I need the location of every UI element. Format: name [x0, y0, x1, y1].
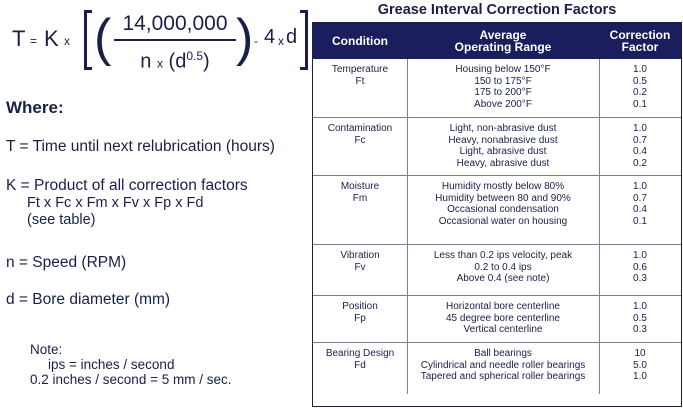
condition-cell-line: Fp: [354, 312, 366, 324]
correction-factor-cell-line: 0.4: [633, 204, 647, 215]
condition-cell: [313, 181, 407, 204]
correction-factor-cell-line: 10: [634, 348, 646, 359]
table-row: [313, 117, 681, 175]
formula-equals: =: [30, 34, 38, 48]
condition-cell-line: Position: [342, 301, 378, 312]
correction-factor-cell-line: 0.7: [633, 134, 647, 146]
table-row: [313, 175, 681, 244]
formula-k: K: [44, 26, 59, 51]
table-row: [313, 342, 681, 394]
condition-cell-line: Temperature: [331, 64, 389, 75]
condition-cell-line: Fm: [352, 192, 368, 204]
operating-range-cell: [407, 181, 599, 227]
correction-factor-cell-line: 1.0: [633, 123, 647, 134]
operating-range-cell-line: 0.2 to 0.4 ips: [474, 261, 532, 273]
condition-cell: [313, 64, 407, 87]
formula-times-2: x: [278, 34, 284, 48]
correction-factor-cell: [599, 301, 681, 336]
operating-range-cell-line: Occasional condensation: [447, 204, 559, 215]
correction-factor-cell-line: 1.0: [633, 371, 647, 382]
formula-four: 4: [264, 26, 276, 48]
formula-minus: -: [254, 34, 258, 48]
header-correction-factor: Correction Factor: [609, 28, 671, 54]
table-title: Grease Interval Correction Factors: [377, 2, 617, 18]
left-bracket: [84, 10, 92, 70]
table-row: [313, 295, 681, 342]
operating-range-cell-line: Vertical centerline: [463, 324, 543, 335]
operating-range-cell-line: Housing below 150°F: [455, 64, 551, 75]
correction-factors-table: [312, 22, 682, 407]
header-operating-range: Average Operating Range: [454, 28, 552, 54]
left-paren: (: [94, 9, 112, 67]
table-header: [313, 23, 681, 59]
operating-range-cell: [407, 64, 599, 110]
correction-factor-cell: [599, 348, 681, 383]
right-bracket: [300, 10, 308, 70]
condition-cell-line: Fc: [354, 134, 366, 146]
correction-factor-cell-line: 1.0: [633, 64, 647, 75]
relubrication-formula: [8, 8, 308, 72]
definition-k-main: K = Product of all correction factors: [6, 177, 248, 194]
condition-cell-line: Contamination: [327, 123, 393, 134]
correction-factor-cell-line: 0.5: [633, 312, 647, 324]
operating-range-cell-line: Light, abrasive dust: [459, 146, 547, 157]
header-condition: Condition: [332, 34, 388, 48]
correction-factor-cell-line: 0.3: [633, 273, 647, 284]
correction-factor-cell-line: 0.1: [633, 98, 647, 110]
condition-cell: [313, 123, 407, 146]
operating-range-cell-line: Occasional water on housing: [438, 215, 568, 227]
condition-cell-line: Bearing Design: [325, 348, 395, 359]
operating-range-cell-line: Light, non-abrasive dust: [449, 123, 557, 134]
correction-factor-cell-line: 0.7: [633, 192, 647, 204]
definition-d: d = Bore diameter (mm): [6, 291, 171, 308]
operating-range-cell: [407, 348, 599, 383]
condition-cell: [313, 348, 407, 371]
operating-range-cell-line: Above 0.4 (see note): [456, 273, 550, 284]
operating-range-cell: [407, 250, 599, 285]
correction-factor-cell-line: 0.6: [633, 261, 647, 273]
correction-factor-cell-line: 1.0: [633, 181, 647, 192]
note-line-2: 0.2 inches / second = 5 mm / sec.: [30, 372, 232, 387]
operating-range-cell-line: Above 200°F: [474, 98, 532, 110]
note-label: Note:: [30, 342, 63, 357]
right-paren: ): [236, 9, 254, 67]
definition-n: n = Speed (RPM): [6, 254, 127, 271]
units-note: [30, 342, 231, 387]
operating-range-cell-line: Heavy, nonabrasive dust: [448, 134, 558, 146]
note-line-1: ips = inches / second: [48, 357, 175, 372]
correction-factor-cell-line: 5.0: [633, 359, 647, 371]
formula-d: d: [286, 26, 298, 48]
fraction-denominator: n x $(d^{0.5})$: [140, 49, 210, 73]
correction-factor-cell-line: 1.0: [633, 301, 647, 312]
operating-range-cell-line: 150 to 175°F: [474, 75, 532, 87]
correction-factor-cell-line: 0.4: [633, 146, 647, 157]
where-heading: Where:: [6, 98, 64, 117]
fraction-numerator: 14,000,000: [122, 12, 228, 35]
correction-factor-cell: [599, 123, 681, 169]
correction-factor-cell-line: 1.0: [633, 250, 647, 261]
correction-factor-cell-line: 0.2: [633, 157, 647, 169]
formula-fraction: [112, 10, 238, 73]
table-row: [313, 59, 681, 117]
operating-range-cell-line: Ball bearings: [474, 348, 532, 359]
condition-cell-line: Moisture: [340, 181, 380, 192]
condition-cell-line: Ft: [355, 75, 365, 87]
definition-k-see-table: (see table): [27, 212, 96, 228]
operating-range-cell-line: Cylindrical and needle roller bearings: [420, 359, 586, 371]
condition-cell-line: Fd: [354, 359, 366, 371]
operating-range-cell-line: 45 degree bore centerline: [446, 312, 560, 324]
correction-factor-cell-line: 0.1: [633, 215, 647, 227]
condition-cell-line: Vibration: [340, 250, 380, 261]
operating-range-cell-line: Heavy, abrasive dust: [456, 157, 550, 169]
definition-k-factors: Ft x Fc x Fm x Fv x Fp x Fd: [27, 195, 204, 211]
correction-factor-cell-line: 0.5: [633, 75, 647, 87]
operating-range-cell-line: Humidity between 80 and 90%: [435, 192, 571, 204]
formula-times: x: [64, 34, 70, 48]
operating-range-cell: [407, 123, 599, 169]
operating-range-cell-line: Less than 0.2 ips velocity, peak: [433, 250, 573, 261]
correction-factor-cell: [599, 181, 681, 227]
formula-lhs: T: [12, 26, 26, 51]
correction-factor-cell: [599, 64, 681, 110]
operating-range-cell: [407, 301, 599, 336]
correction-factor-cell-line: 0.3: [633, 324, 647, 335]
operating-range-cell-line: Horizontal bore centerline: [446, 301, 560, 312]
operating-range-cell-line: 175 to 200°F: [474, 87, 532, 98]
definition-k: [6, 177, 248, 229]
condition-cell-line: Fv: [354, 261, 366, 273]
operating-range-cell-line: Humidity mostly below 80%: [441, 181, 565, 192]
fraction-bar: [114, 39, 236, 41]
correction-factor-cell-line: 0.2: [633, 87, 647, 98]
condition-cell: [313, 301, 407, 324]
correction-factor-cell: [599, 250, 681, 285]
table-row: [313, 244, 681, 295]
operating-range-cell-line: Tapered and spherical roller bearings: [420, 371, 586, 382]
definition-t: T = Time until next relubrication (hours): [6, 138, 275, 155]
condition-cell: [313, 250, 407, 273]
